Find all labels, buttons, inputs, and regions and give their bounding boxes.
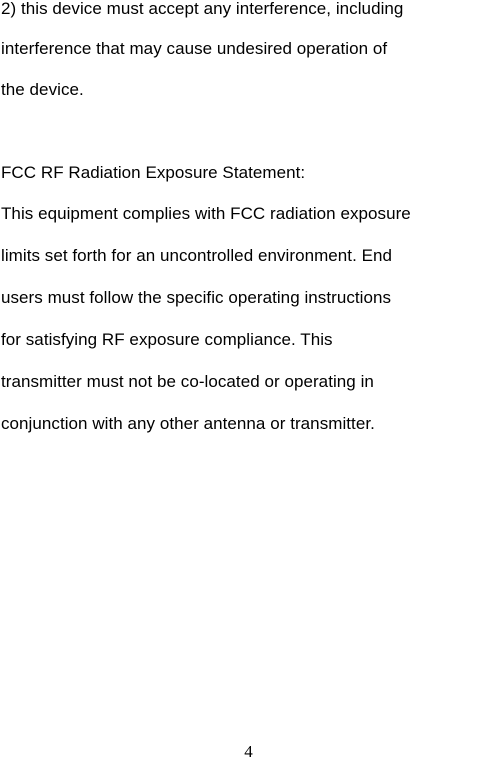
continuation-line-2: interference that may cause undesired operation of	[1, 39, 388, 58]
continuation-line-1: 2) this device must accept any interference, including	[1, 0, 404, 18]
statement-line-4: for satisfying RF exposure compliance. This	[1, 330, 333, 349]
page-number: 4	[244, 742, 253, 761]
statement-heading: FCC RF Radiation Exposure Statement:	[1, 163, 306, 182]
statement-line-2: limits set forth for an uncontrolled environment. End	[1, 246, 393, 265]
statement-line-6: conjunction with any other antenna or transmitter.	[1, 414, 375, 433]
statement-line-1: This equipment complies with FCC radiation exposure	[1, 204, 411, 223]
statement-line-3: users must follow the specific operating instructions	[1, 288, 392, 307]
continuation-line-3: the device.	[1, 80, 84, 99]
statement-line-5: transmitter must not be co-located or operating in	[1, 372, 374, 391]
